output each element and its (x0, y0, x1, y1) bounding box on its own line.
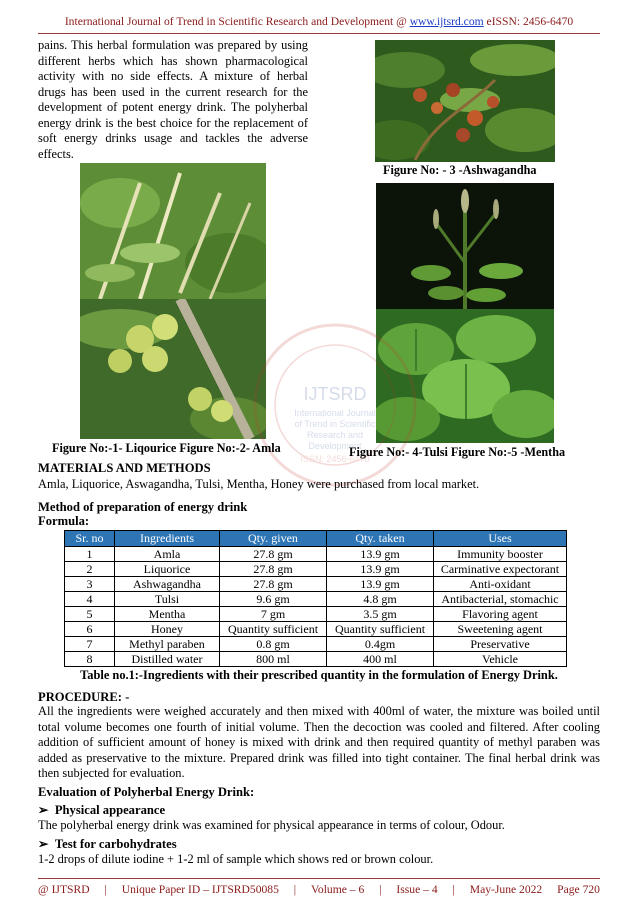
cell-qty-given: 9.6 gm (220, 592, 327, 607)
cell-uses: Anti-oxidant (434, 577, 567, 592)
evaluation-heading: Evaluation of Polyherbal Energy Drink: (38, 785, 255, 799)
table-caption: Table no.1:-Ingredients with their prescribed quantity in the formulation of Energy Drink. (80, 668, 558, 682)
arrow-bullet-icon: ➢ (38, 803, 49, 817)
footer-paper-id: Unique Paper ID – IJTSRD50085 (121, 883, 279, 896)
physical-appearance-heading (38, 802, 165, 818)
cell-qty-taken: 4.8 gm (327, 592, 434, 607)
footer-page-number: Page 720 (557, 883, 600, 896)
cell-uses: Flavoring agent (434, 607, 567, 622)
formula-heading: Formula: (38, 514, 90, 528)
arrow-bullet-icon: ➢ (38, 837, 49, 851)
journal-header (0, 15, 638, 28)
table-row (65, 637, 567, 652)
table-row (65, 622, 567, 637)
table-row (65, 592, 567, 607)
procedure-heading: PROCEDURE: - (38, 690, 130, 704)
cell-uses: Antibacterial, stomachic (434, 592, 567, 607)
figure-1-2-caption: Figure No:-1- Liqourice Figure No:-2- Amla (52, 441, 281, 455)
watermark-issn: ISSN: 2456-6470 (300, 454, 370, 464)
watermark-line2: International Journal (294, 408, 376, 418)
journal-watermark (250, 320, 420, 490)
cell-qty-given: 27.8 gm (220, 577, 327, 592)
intro-paragraph: pains. This herbal formulation was prepared by using different herbs which has shown pharmacological activity with no side effects. A mixture of herbal drugs has been used in the current research for the development of potent energy drink. The polyherbal energy drink is the best choice for the replacement of soft energy drinks usage and tackles the adverse effects. (38, 38, 308, 161)
materials-heading: MATERIALS AND METHODS (38, 461, 211, 475)
cell-qty-given: 27.8 gm (220, 562, 327, 577)
tulsi-photo (376, 183, 554, 309)
watermark-line5: Development (308, 441, 362, 451)
cell-sr-no: 3 (65, 577, 115, 592)
watermark-line3: of Trend in Scientific (294, 419, 376, 429)
physical-heading-label: Physical appearance (54, 803, 166, 817)
cell-sr-no: 5 (65, 607, 115, 622)
footer-issue: Issue – 4 (396, 883, 438, 896)
table-row (65, 607, 567, 622)
cell-qty-given: Quantity sufficient (220, 622, 327, 637)
cell-ingredient: Methyl paraben (115, 637, 220, 652)
method-heading: Method of preparation of energy drink (38, 500, 248, 514)
cell-ingredient: Mentha (115, 607, 220, 622)
header-divider (38, 33, 600, 34)
cell-uses: Carminative expectorant (434, 562, 567, 577)
cell-uses: Preservative (434, 637, 567, 652)
header-uses: Uses (434, 531, 567, 547)
cell-qty-taken: 13.9 gm (327, 562, 434, 577)
cell-qty-taken: 0.4gm (327, 637, 434, 652)
carb-heading-label: Test for carbohydrates (54, 837, 177, 851)
cell-qty-taken: 3.5 gm (327, 607, 434, 622)
footer-publisher: @ IJTSRD (38, 883, 90, 896)
cell-ingredient: Amla (115, 547, 220, 562)
ingredients-table (64, 530, 567, 667)
cell-qty-taken: 13.9 gm (327, 577, 434, 592)
footer-volume: Volume – 6 (311, 883, 365, 896)
cell-ingredient: Honey (115, 622, 220, 637)
cell-uses: Vehicle (434, 652, 567, 667)
table-header-row (65, 531, 567, 547)
footer-date: May-June 2022 (469, 883, 543, 896)
watermark-line4: Research and (306, 430, 364, 440)
footer-divider (38, 878, 600, 879)
cell-qty-given: 800 ml (220, 652, 327, 667)
cell-ingredient: Liquorice (115, 562, 220, 577)
cell-ingredient: Tulsi (115, 592, 220, 607)
footer-separator: | (293, 883, 297, 896)
cell-qty-taken: 13.9 gm (327, 547, 434, 562)
liquorice-photo (80, 163, 266, 299)
header-qty-given: Qty. given (220, 531, 327, 547)
amla-photo (80, 299, 266, 439)
header-text: International Journal of Trend in Scientific Research and Development @ (64, 15, 410, 28)
cell-qty-given: 27.8 gm (220, 547, 327, 562)
cell-sr-no: 7 (65, 637, 115, 652)
table-row (65, 652, 567, 667)
header-qty-taken: Qty. taken (327, 531, 434, 547)
cell-sr-no: 4 (65, 592, 115, 607)
cell-ingredient: Ashwagandha (115, 577, 220, 592)
cell-sr-no: 6 (65, 622, 115, 637)
table-row (65, 547, 567, 562)
cell-ingredient: Distilled water (115, 652, 220, 667)
carbohydrates-text: 1-2 drops of dilute iodine + 1-2 ml of sample which shows red or brown colour. (38, 852, 434, 866)
cell-qty-taken: 400 ml (327, 652, 434, 667)
table-row (65, 577, 567, 592)
cell-qty-given: 7 gm (220, 607, 327, 622)
carbohydrates-heading (38, 836, 177, 852)
cell-uses: Sweetening agent (434, 622, 567, 637)
header-issn: eISSN: 2456-6470 (483, 15, 574, 28)
cell-sr-no: 1 (65, 547, 115, 562)
figure-3-caption: Figure No: - 3 -Ashwagandha (383, 163, 537, 177)
cell-qty-taken: Quantity sufficient (327, 622, 434, 637)
page-footer (38, 883, 600, 896)
procedure-text: All the ingredients were weighed accurately and then mixed with 400ml of water, the mixture was boiled until total volume becomes one fourth of initial volume. Then the decoction was cooled and filtered. After cooling addition of sufficient amount of honey is mixed with drink and then required quantity of methyl paraben was added as preservative to the mixture. Prepared drink was filled into tight container. The final herbal drink was then subjected for evaluation. (38, 704, 600, 781)
header-sr-no: Sr. no (65, 531, 115, 547)
header-ingredients: Ingredients (115, 531, 220, 547)
physical-appearance-text: The polyherbal energy drink was examined for physical appearance in terms of colour, Odour. (38, 818, 505, 832)
watermark-title: IJTSRD (303, 384, 367, 404)
journal-link[interactable]: www.ijtsrd.com (409, 15, 484, 28)
footer-separator: | (452, 883, 455, 896)
cell-uses: Immunity booster (434, 547, 567, 562)
cell-qty-given: 0.8 gm (220, 637, 327, 652)
ashwagandha-photo (375, 40, 555, 162)
figure-4-5-caption: Figure No:- 4-Tulsi Figure No:-5 -Mentha (349, 445, 566, 459)
footer-separator: | (379, 883, 382, 896)
table-row (65, 562, 567, 577)
cell-sr-no: 8 (65, 652, 115, 667)
cell-sr-no: 2 (65, 562, 115, 577)
materials-text: Amla, Liquorice, Aswagandha, Tulsi, Mentha, Honey were purchased from local market. (38, 477, 480, 491)
footer-separator: | (104, 883, 107, 896)
